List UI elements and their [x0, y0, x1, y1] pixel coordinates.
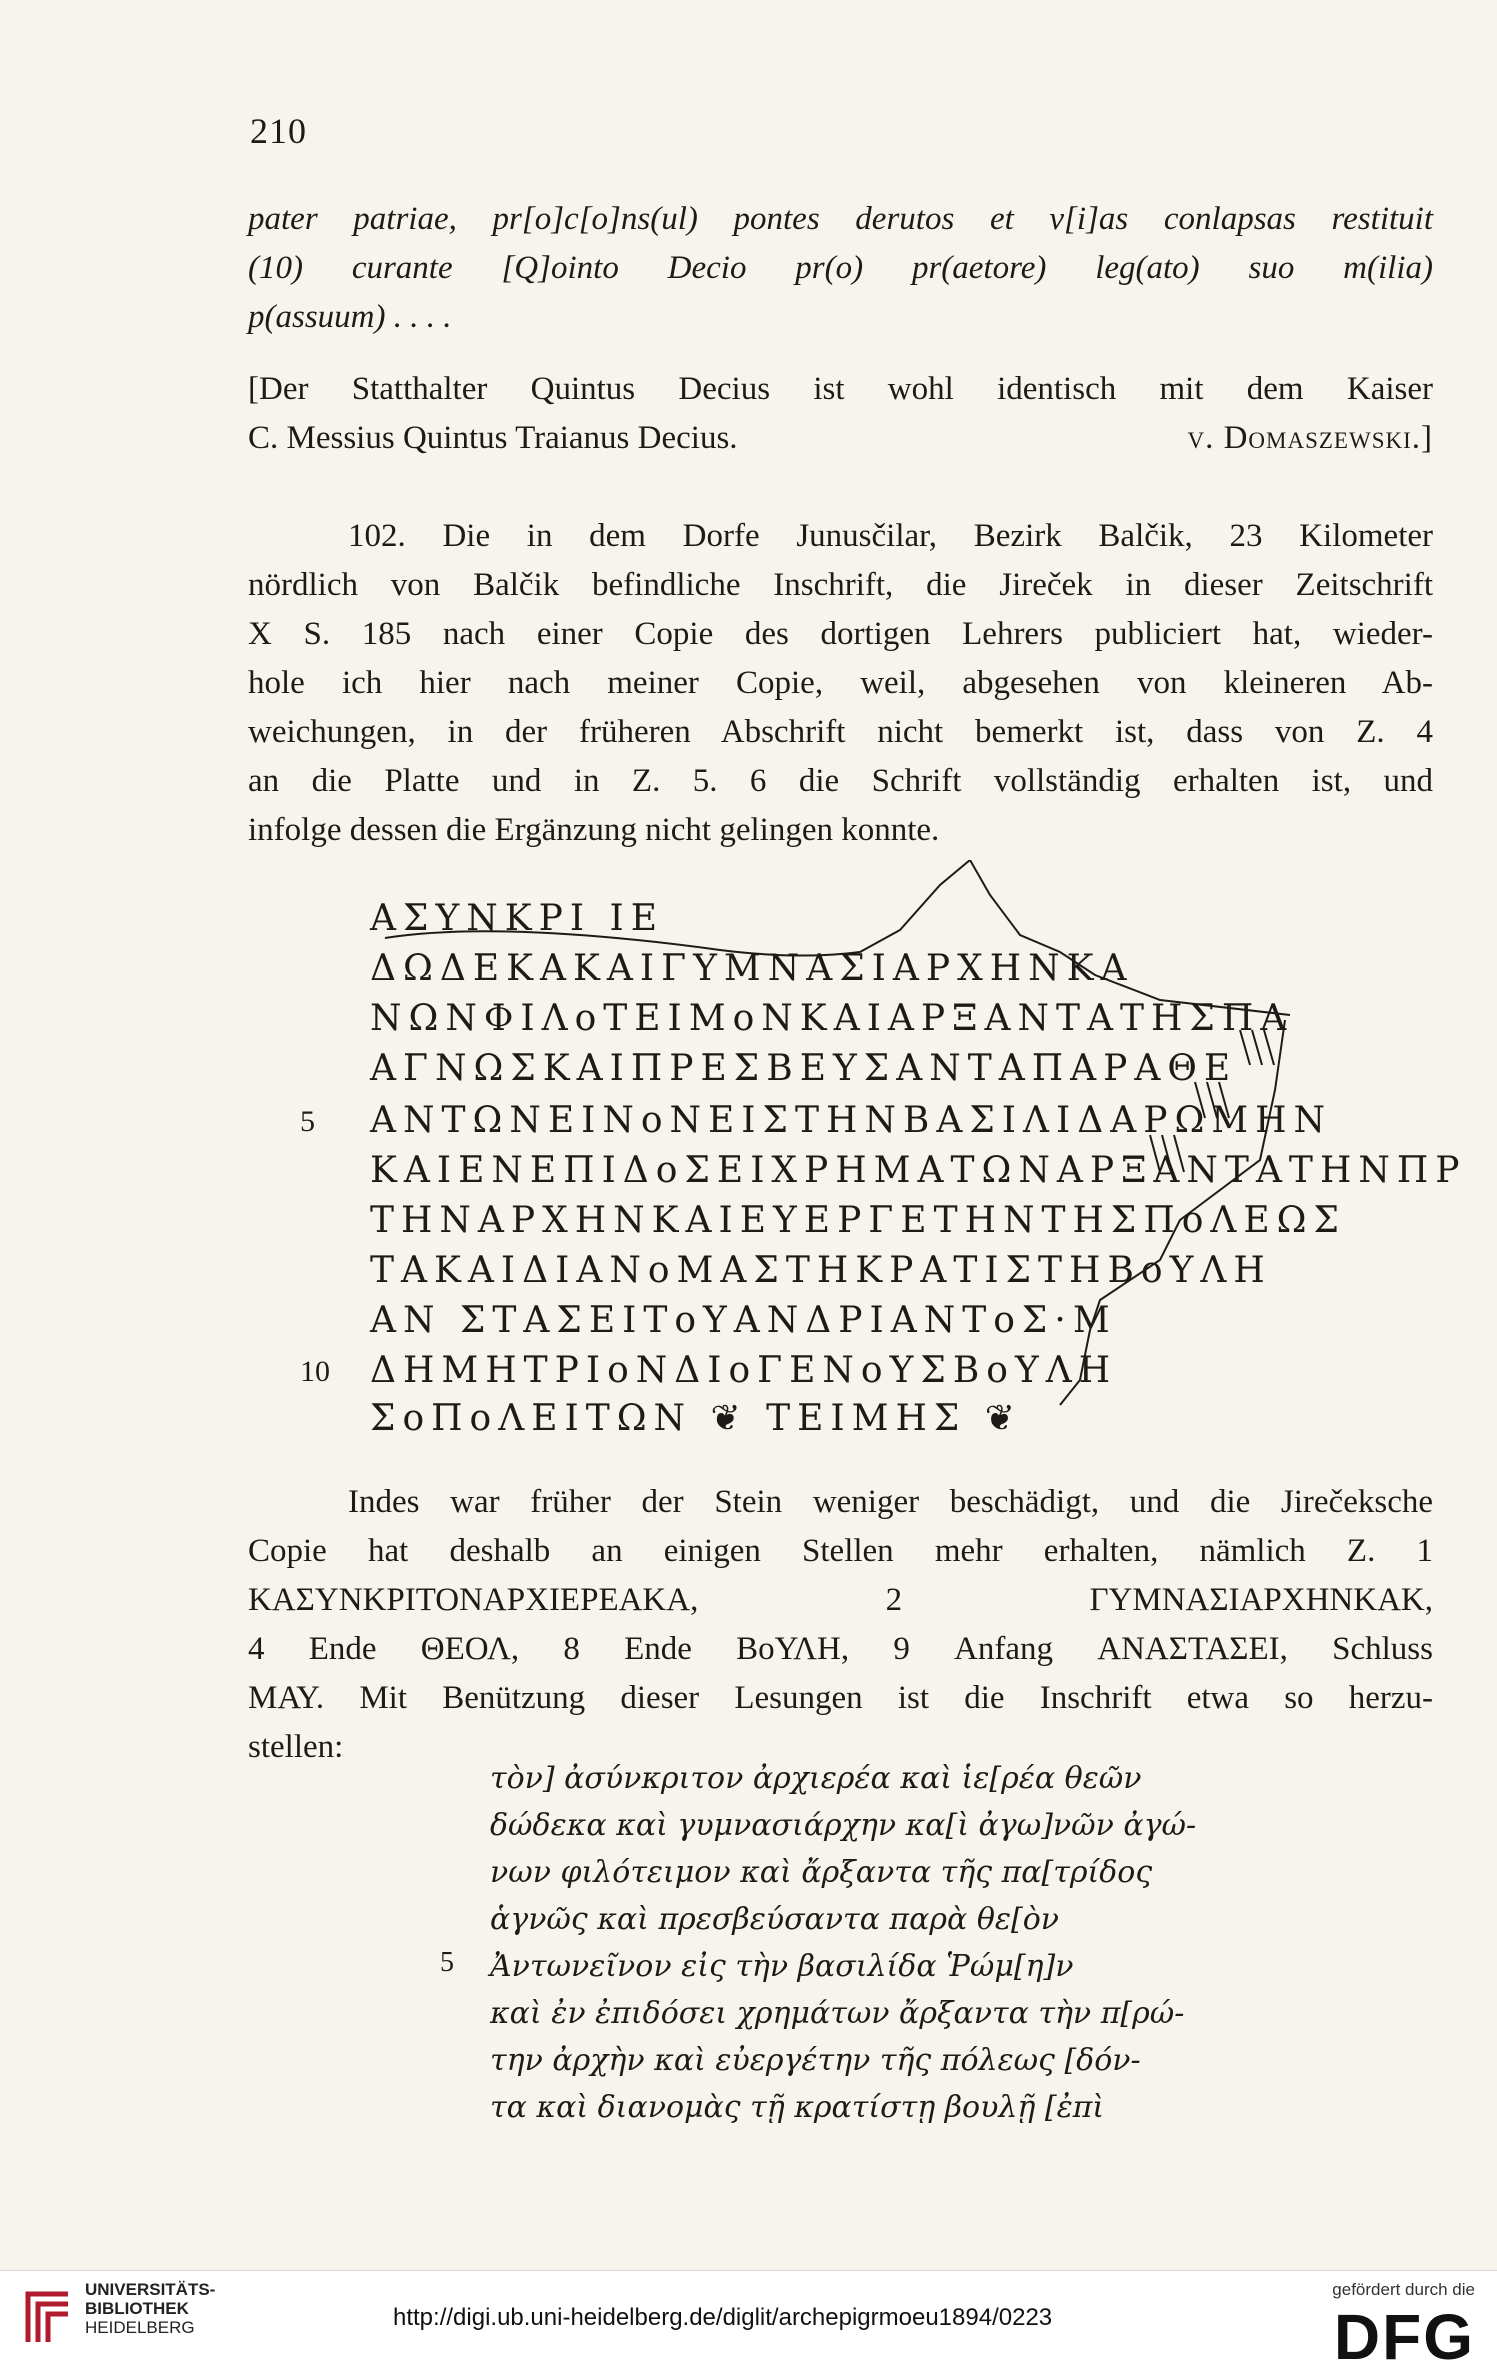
greek-line: τα καὶ διανομὰς τῇ κρατίστῃ βουλῇ [ἐπὶ [490, 2090, 1105, 2125]
greek-line: καὶ ἐν ἐπιδόσει χρημάτων ἄρξαντα τὴν π[ρώ- [490, 1996, 1185, 2031]
text-line: [Der Statthalter Quintus Decius ist wohl identisch mit dem Kaiser [248, 371, 1433, 407]
greek-line: ἁγνῶς καὶ πρεσβεύσαντα παρὰ θε[ὸν [490, 1902, 1060, 1937]
text-line-content: C. Messius Quintus Traianus Decius. [248, 420, 738, 456]
latin-text-paragraph [248, 195, 1433, 342]
text-line: pater patriae, pr[o]c[o]ns(ul) pontes derutos et v[i]as conlapsas restituit [248, 201, 1433, 237]
ub-name-line: BIBLIOTHEK [85, 2299, 189, 2318]
source-url-link[interactable]: http://digi.ub.uni-heidelberg.de/diglit/archepigrmoeu1894/0223 [393, 2304, 1053, 2331]
greek-line-number: 5 [440, 1947, 454, 1978]
inscription-line: ΔΗΜΗΤΡΙoΝΔΙoΓΕΝoΥΣΒoΥΛΗ [370, 1350, 1118, 1391]
greek-restoration [490, 1755, 1210, 2131]
greek-line: την ἀρχὴν καὶ εὐεργέτην τῆς πόλεως [δόν- [490, 2043, 1141, 2078]
text-line: (10) curante [Q]ointo Decio pr(o) pr(aetore) leg(ato) suo m(ilia) [248, 250, 1433, 286]
text-line: Copie hat deshalb an einigen Stellen mehr erhalten, nämlich Z. 1 [248, 1533, 1433, 1569]
greek-line: Ἀντωνεῖνον εἰς τὴν βασιλίδα Ῥώμ[η]ν [490, 1949, 1074, 1984]
inscription-line: ΝΩΝΦΙΛoΤΕΙΜoΝΚΑΙΑΡΞΑΝΤΑΤΗΣΠΑ [370, 998, 1294, 1039]
entry-102-paragraph [248, 512, 1433, 855]
ub-name-line: HEIDELBERG [85, 2318, 195, 2337]
greek-line: νων φιλότειμον καὶ ἄρξαντα τῆς πα[τρίδος [490, 1855, 1153, 1890]
page-number: 210 [250, 111, 307, 151]
ub-name-line: UNIVERSITÄTS- [85, 2280, 216, 2299]
inscription-drawing [300, 860, 1467, 1439]
text-line: nördlich von Balčik befindliche Inschrift, die Jireček in dieser Zeitschrift [248, 567, 1433, 603]
text-line: p(assuum) . . . . [248, 299, 452, 335]
inscription-line: ΑΝ ΣΤΑΣΕΙΤoΥΑΝΔΡΙΑΝΤoΣ·Μ [370, 1300, 1117, 1341]
text-line: 4 Ende ΘΕΟΛ, 8 Ende ΒoΥΛΗ, 9 Anfang ΑΝΑΣΤΑΣΕΙ, Schluss [248, 1631, 1433, 1667]
text-line: an die Platte und in Z. 5. 6 die Schrift vollständig erhalten ist, und [248, 763, 1433, 799]
inscription-line: ΤΑΚΑΙΔΙΑΝoΜΑΣΤΗΚΡΑΤΙΣΤΗΒoΥΛΗ [370, 1250, 1272, 1291]
ub-heidelberg-name [85, 2280, 215, 2337]
inscription-line: ΣoΠoΛΕΙΤΩΝ ❦ ΤΕΙΜΗΣ ❦ [370, 1398, 1022, 1439]
inscription-line: ΑΣΥΝΚΡΙ ΙΕ [370, 898, 664, 939]
text-line: stellen: [248, 1729, 344, 1765]
text-line: infolge dessen die Ergänzung nicht gelingen konnte. [248, 812, 940, 848]
inscription-line-number: 5 [300, 1105, 315, 1138]
greek-line: τὸν] ἀσύνκριτον ἀρχιερέα καὶ ἱε[ρέα θεῶν [490, 1761, 1142, 1796]
text-line: weichungen, in der früheren Abschrift nicht bemerkt ist, dass von Z. 4 [248, 714, 1433, 750]
text-line: Indes war früher der Stein weniger beschädigt, und die Jirečeksche [348, 1484, 1433, 1520]
inscription-line: ΔΩΔΕΚΑΚΑΙΓΥΜΝΑΣΙΑΡΧΗΝΚΑ [370, 948, 1134, 989]
ub-heidelberg-logo-icon [20, 2282, 76, 2352]
text-line [248, 414, 1433, 463]
editor-note-paragraph [248, 365, 1433, 463]
text-line: ΚΑΣΥΝΚΡΙΤΟΝΑΡΧΙΕΡΕΑΚΑ, 2 ΓΥΜΝΑΣΙΑΡΧΗΝΚΑΚ, [248, 1582, 1433, 1618]
text-line: X S. 185 nach einer Copie des dortigen Lehrers publiciert hat, wieder- [248, 616, 1433, 652]
text-line: hole ich hier nach meiner Copie, weil, abgesehen von kleineren Ab- [248, 665, 1433, 701]
comparison-paragraph [248, 1478, 1433, 1772]
text-line: ΜΑΥ. Mit Benützung dieser Lesungen ist die Inschrift etwa so herzu- [248, 1680, 1433, 1716]
funded-by-label: gefördert durch die [1332, 2280, 1475, 2299]
text-line: 102. Die in dem Dorfe Junusčilar, Bezirk Balčik, 23 Kilometer [348, 518, 1433, 554]
dfg-logo: DFG [1333, 2301, 1475, 2373]
inscription-line-number: 10 [300, 1355, 330, 1388]
inscription-line: ΤΗΝΑΡΧΗΝΚΑΙΕΥΕΡΓΕΤΗΝΤΗΣΠoΛΕΩΣ [370, 1200, 1346, 1241]
inscription-line: ΑΓΝΩΣΚΑΙΠΡΕΣΒΕΥΣΑΝΤΑΠΑΡΑΘΕ [370, 1048, 1238, 1089]
inscription-line: ΚΑΙΕΝΕΠΙΔoΣΕΙΧΡΗΜΑΤΩΝΑΡΞΑΝΤΑΤΗΝΠΡ [370, 1150, 1467, 1191]
greek-line: δώδεκα καὶ γυμνασιάρχην κα[ὶ ἀγω]νῶν ἀγώ- [490, 1808, 1197, 1843]
author-signature: v. Domaszewski.] [1187, 420, 1433, 456]
inscription-line: ΑΝΤΩΝΕΙΝoΝΕΙΣΤΗΝΒΑΣΙΛΙΔΑΡΩΜΗΝ [370, 1100, 1333, 1141]
